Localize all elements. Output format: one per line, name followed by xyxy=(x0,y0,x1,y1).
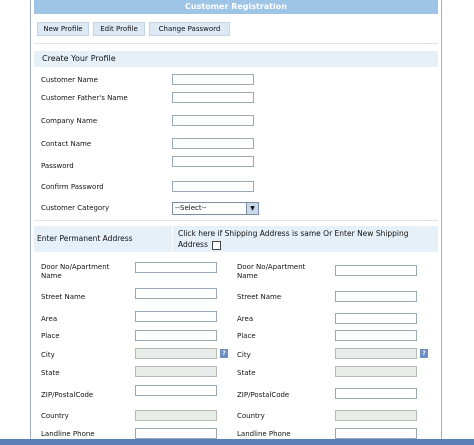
ship-place-label: Place xyxy=(237,332,256,340)
password-input[interactable] xyxy=(172,156,254,167)
city-lookup-icon[interactable]: ? xyxy=(220,349,228,358)
ship-area-input[interactable] xyxy=(335,313,417,324)
window-bottom-bar xyxy=(0,439,474,445)
perm-zip-input[interactable] xyxy=(135,385,217,396)
category-selected-value: --Select-- xyxy=(175,204,207,212)
confirm-password-input[interactable] xyxy=(172,181,254,192)
tab-edit-profile[interactable]: Edit Profile xyxy=(93,22,145,36)
perm-city-input xyxy=(135,348,217,359)
tab-new-profile[interactable]: New Profile xyxy=(37,22,89,36)
ship-place-input[interactable] xyxy=(335,330,417,341)
perm-zip-label: ZIP/PostalCode xyxy=(41,391,94,399)
perm-landline-label: Landline Phone xyxy=(41,430,95,438)
ship-street-label: Street Name xyxy=(237,293,282,301)
shipping-same-text: Click here if Shipping Address is same Or Enter New Shipping Address xyxy=(178,229,409,249)
password-label: Password xyxy=(41,162,74,170)
divider xyxy=(34,220,438,221)
company-name-label: Company Name xyxy=(41,117,98,125)
confirm-password-label: Confirm Password xyxy=(41,183,104,191)
shipping-same-checkbox[interactable] xyxy=(212,241,221,250)
chevron-down-icon[interactable]: ▼ xyxy=(246,203,258,214)
perm-area-input[interactable] xyxy=(135,311,217,322)
ship-landline-input[interactable] xyxy=(335,428,417,439)
ship-zip-input[interactable] xyxy=(335,388,417,399)
ship-state-input xyxy=(335,366,417,377)
city-lookup-icon[interactable]: ? xyxy=(420,349,428,358)
father-name-input[interactable] xyxy=(172,92,254,103)
permanent-address-title: Enter Permanent Address xyxy=(34,226,172,252)
perm-street-label: Street Name xyxy=(41,293,86,301)
contact-name-input[interactable] xyxy=(172,138,254,149)
ship-state-label: State xyxy=(237,369,256,377)
ship-door-input[interactable] xyxy=(335,265,417,276)
perm-city-label: City xyxy=(41,351,55,359)
ship-city-input xyxy=(335,348,417,359)
perm-state-label: State xyxy=(41,369,60,377)
perm-country-input xyxy=(135,410,217,421)
perm-door-label: Door No/Apartment Name xyxy=(41,263,110,280)
perm-country-label: Country xyxy=(41,412,69,420)
ship-country-label: Country xyxy=(237,412,265,420)
ship-country-input xyxy=(335,410,417,421)
perm-place-input[interactable] xyxy=(135,330,217,341)
ship-zip-label: ZIP/PostalCode xyxy=(237,391,290,399)
father-name-label: Customer Father's Name xyxy=(41,94,128,102)
customer-name-input[interactable] xyxy=(172,74,254,85)
contact-name-label: Contact Name xyxy=(41,140,92,148)
perm-door-input[interactable] xyxy=(135,262,217,273)
shipping-same-prompt xyxy=(173,226,438,252)
company-name-input[interactable] xyxy=(172,115,254,126)
page-title: Customer Registration xyxy=(34,0,438,14)
perm-landline-input[interactable] xyxy=(135,428,217,439)
ship-door-label: Door No/Apartment Name xyxy=(237,263,306,280)
customer-name-label: Customer Name xyxy=(41,76,98,84)
perm-state-input xyxy=(135,366,217,377)
customer-category-select[interactable] xyxy=(172,202,259,215)
ship-area-label: Area xyxy=(237,315,254,323)
tab-change-password[interactable]: Change Password xyxy=(149,22,230,36)
ship-city-label: City xyxy=(237,351,251,359)
customer-category-label: Customer Category xyxy=(41,204,110,212)
perm-place-label: Place xyxy=(41,332,60,340)
perm-area-label: Area xyxy=(41,315,58,323)
ship-landline-label: Landline Phone xyxy=(237,430,291,438)
divider xyxy=(34,43,438,44)
ship-street-input[interactable] xyxy=(335,291,417,302)
profile-section-title: Create Your Profile xyxy=(34,51,438,67)
perm-street-input[interactable] xyxy=(135,288,217,299)
